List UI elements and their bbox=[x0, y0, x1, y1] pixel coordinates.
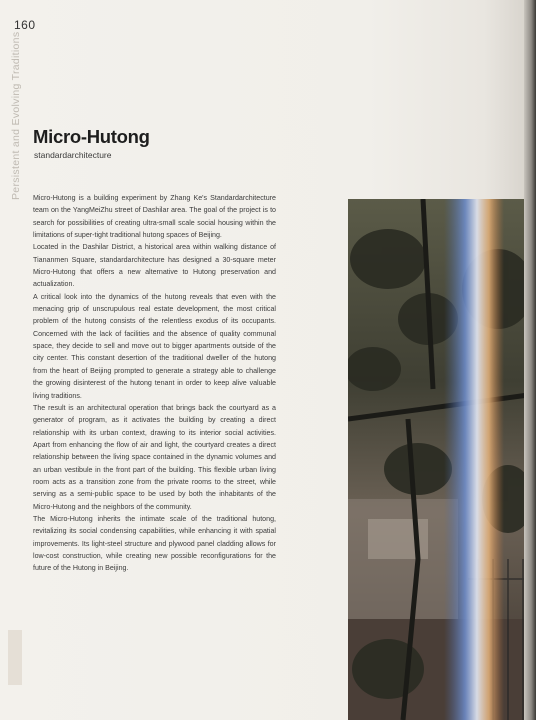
side-tab-marker bbox=[8, 630, 22, 685]
paragraph: Located in the Dashilar District, a historical area within walking distance of Tiananmen Square, standardarchitecture has designed a 30-square meter Micro-Hutong that offers a new alternative to Hutong preservation and actualization. bbox=[33, 243, 276, 289]
book-spine-shadow bbox=[524, 0, 536, 720]
section-running-title: Persistent and Evolving Traditions bbox=[10, 31, 22, 200]
paragraph: The Micro-Hutong inherits the intimate scale of the traditional hutong, revitalizing its social condensing capabilities, while enhancing it with spatial improvements. Its light-steel structure and plywood panel cladding allows for low-cost construction, while creating new possible reconfigurations for the future of the Hutong in Beijing. bbox=[33, 514, 276, 573]
article-title: Micro-Hutong bbox=[33, 126, 150, 147]
article-subtitle: standardarchitecture bbox=[34, 150, 112, 160]
article-body bbox=[33, 192, 276, 575]
courtyard-photo bbox=[348, 199, 526, 720]
paragraph: A critical look into the dynamics of the hutong reveals that even with the menacing grip of unscrupulous real estate development, the most critical problem of the hutong consists of the relentless exodus of its occupants. Concerned with the lack of facilities and the absence of quality communal space, they decide to sell and move out to bigger apartments outside of the city center. This constant desertion of the traditional dweller of the hutong from the heart of Beijing prompted to generate a strategy able to challenge the growing disinterest of the hutong tenant in order to keep alive valuable living traditions. bbox=[33, 292, 276, 400]
paragraph: The result is an architectural operation that brings back the courtyard as a generator of program, as it activates the building by creating a direct relationship with its urban context, drawing to its interior social activities. Apart from enhancing the flow of air and light, the courtyard creates a direct relationship between the living space contained in the dynamic volumes and an urban vestibule in the front part of the building. This flexible urban living room acts as a transition zone from the private rooms to the street, while serving as a semi-public space to be used by both the inhabitants of the Micro-Hutong and the neighbors of the community. bbox=[33, 403, 276, 511]
page-number: 160 bbox=[14, 18, 36, 32]
paragraph: Micro-Hutong is a building experiment by Zhang Ke's Standardarchitecture team on the YangMeiZhu street of Dashilar area. The goal of the project is to search for possibilities of creating ultra-small scale social housing within the limitations of super-tight traditional hutong spaces of Beijing. bbox=[33, 194, 276, 240]
